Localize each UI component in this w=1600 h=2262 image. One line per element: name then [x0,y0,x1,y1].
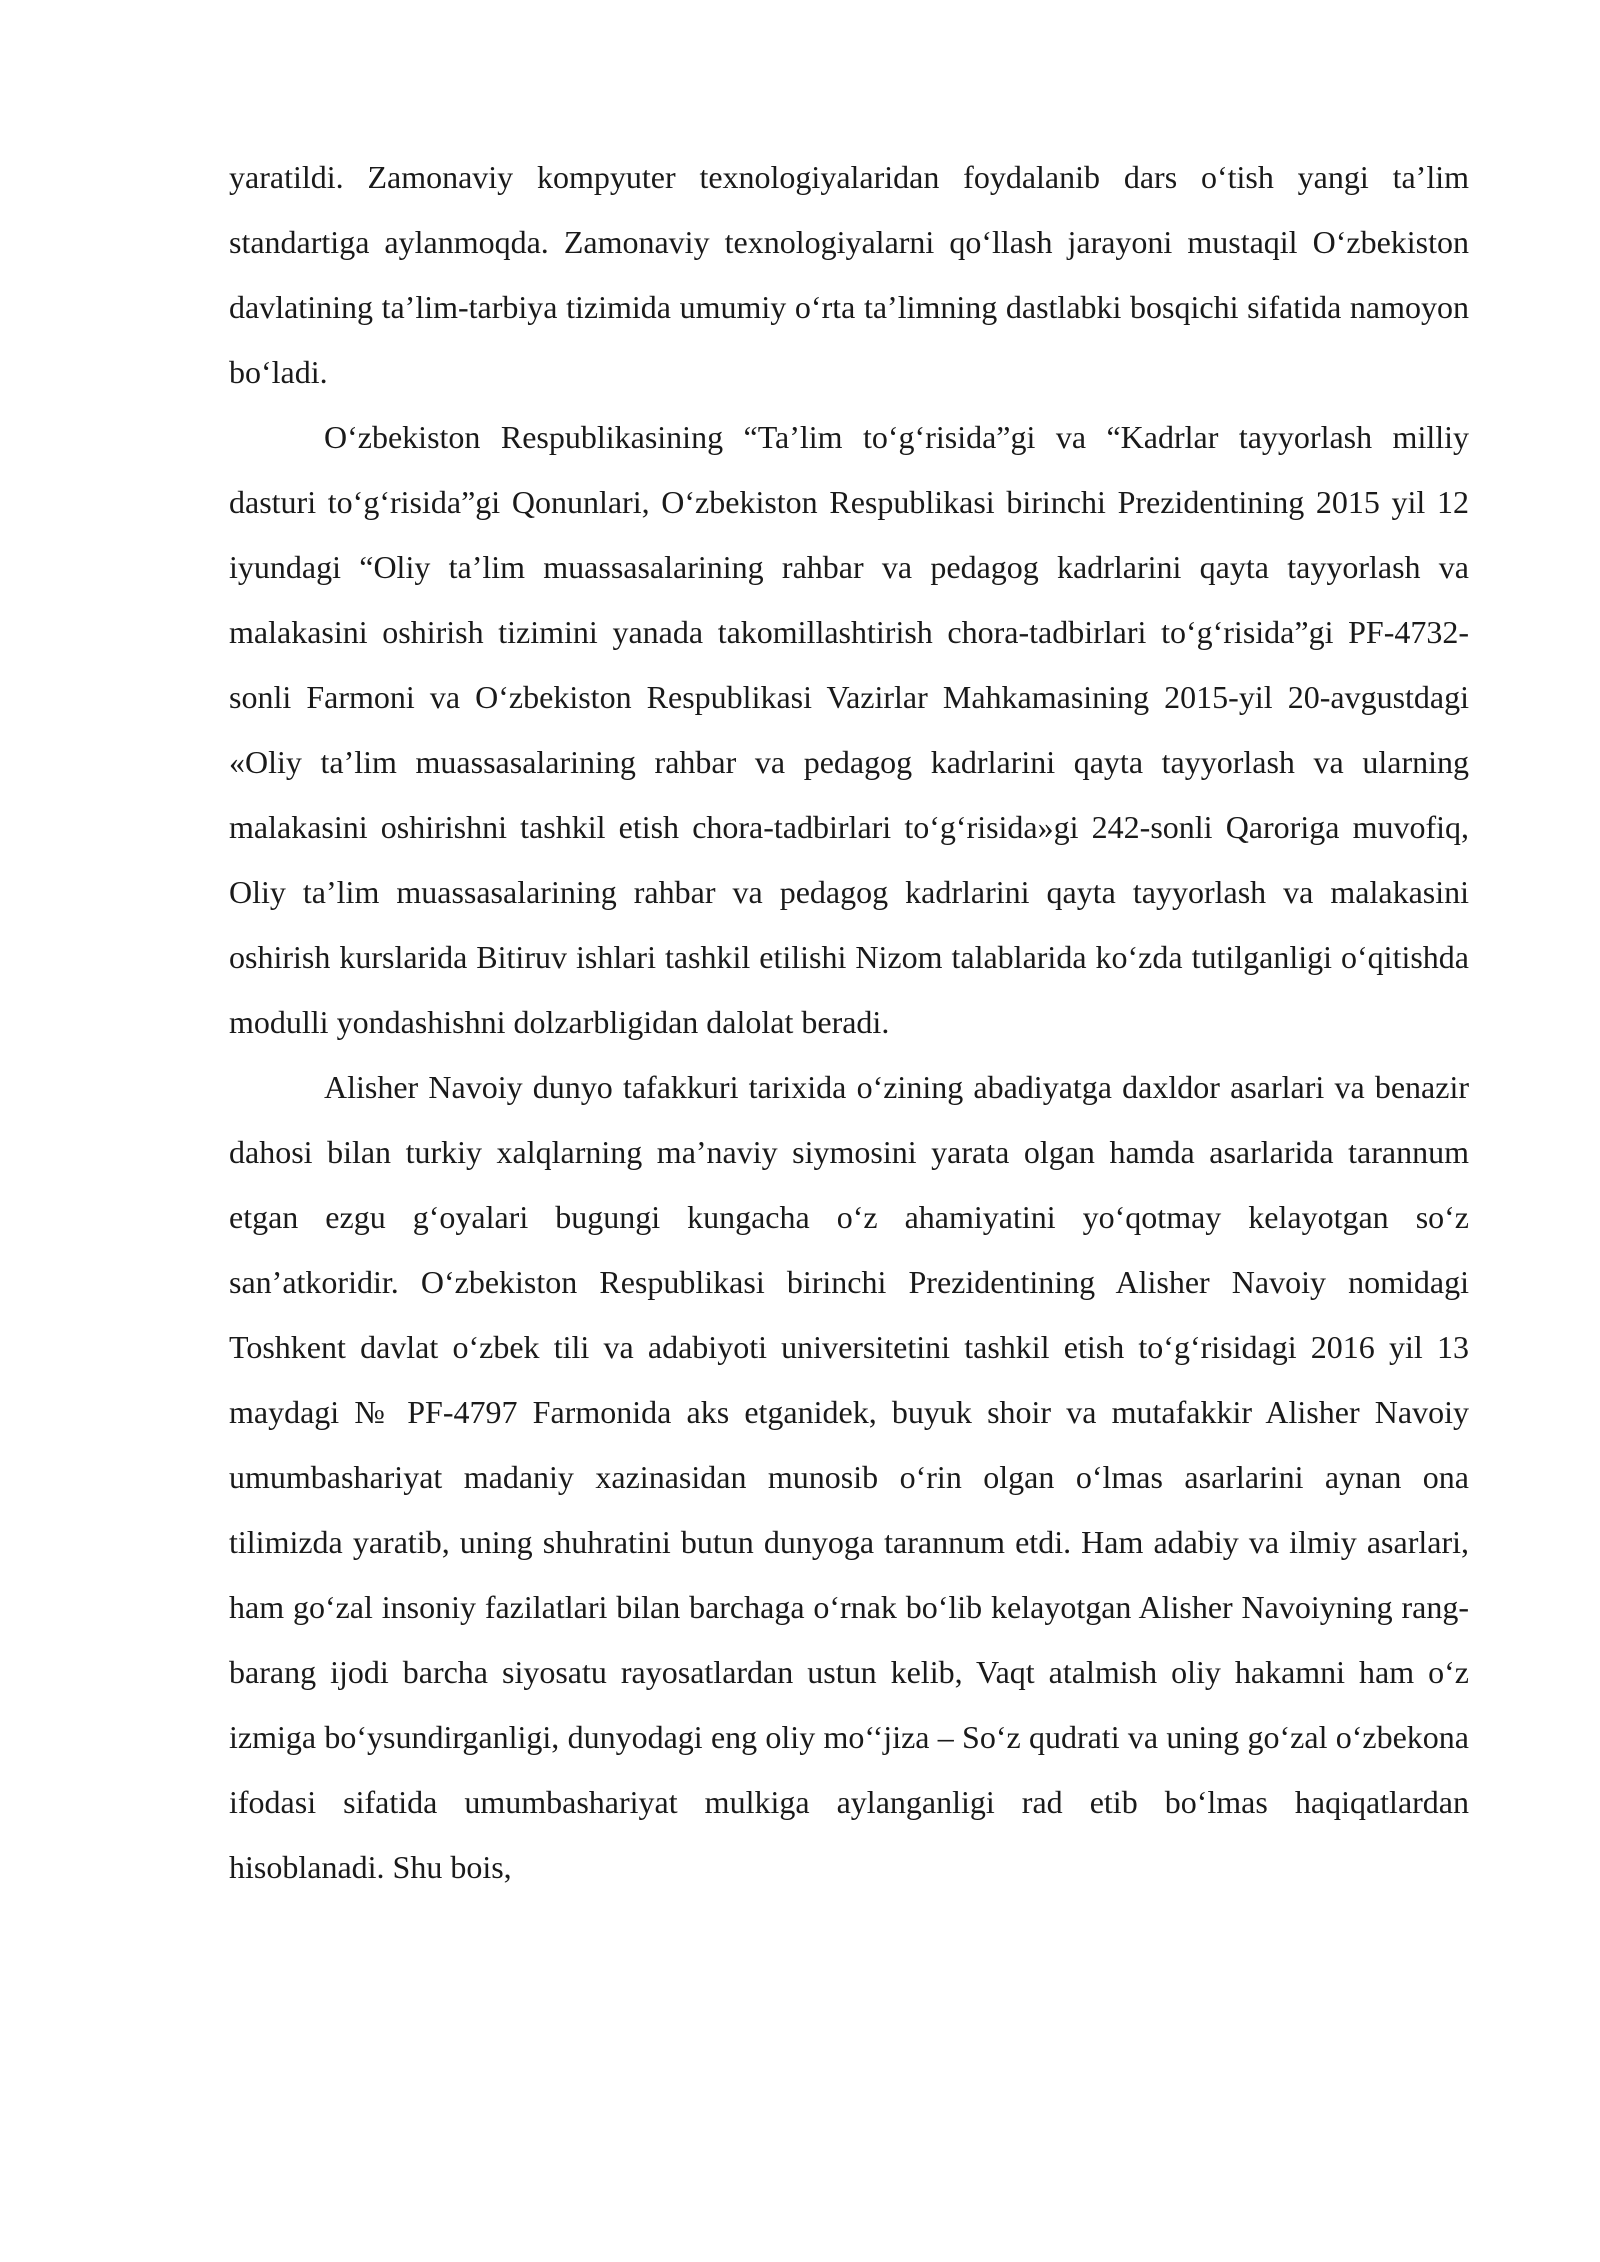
paragraph-3: Alisher Navoiy dunyo tafakkuri tarixida o‘zining abadiyatga daxldor asarlari va benazir dahosi bilan turkiy xalqlarning ma’naviy siymosini yarata olgan hamda asarlarida tarannum etgan ezgu g‘oyalari bugungi kungacha o‘z ahamiyatini yo‘qotmay kelayotgan so‘z san’atkoridir. O‘zbekiston Respublikasi birinchi Prezidentining Alisher Navoiy nomidagi Toshkent davlat o‘zbek tili va adabiyoti universitetini tashkil etish to‘g‘risidagi 2016 yil 13 maydagi № PF-4797 Farmonida aks etganidek, buyuk shoir va mutafakkir Alisher Navoiy umumbashariyat madaniy xazinasidan munosib o‘rin olgan o‘lmas asarlarini aynan ona tilimizda yaratib, uning shuhratini butun dunyoga tarannum etdi. Ham adabiy va ilmiy asarlari, ham go‘zal insoniy fazilatlari bilan barchaga o‘rnak bo‘lib kelayotgan Alisher Navoiyning rang-barang ijodi barcha siyosatu rayosatlardan ustun kelib, Vaqt atalmish oliy hakamni ham o‘z izmiga bo‘ysundirganligi, dunyodagi eng oliy mo‘‘jiza – So‘z qudrati va uning go‘zal o‘zbekona ifodasi sifatida umumbashariyat mulkiga aylanganligi rad etib bo‘lmas haqiqatlardan hisoblanadi. Shu bois, [229,1069,1469,1885]
paragraph-1: yaratildi. Zamonaviy kompyuter texnologiyalaridan foydalanib dars o‘tish yangi ta’lim standartiga aylanmoqda. Zamonaviy texnologiyalarni qo‘llash jarayoni mustaqil O‘zbekiston davlatining ta’lim-tarbiya tizimida umumiy o‘rta ta’limning dastlabki bosqichi sifatida namoyon bo‘ladi. [229,159,1469,390]
paragraph-2: O‘zbekiston Respublikasining “Ta’lim to‘g‘risida”gi va “Kadrlar tayyorlash milliy dasturi to‘g‘risida”gi Qonunlari, O‘zbekiston Respublikasi birinchi Prezidentining 2015 yil 12 iyundagi “Oliy ta’lim muassasalarining rahbar va pedagog kadrlarini qayta tayyorlash va malakasini oshirish tizimini yanada takomillashtirish chora-tadbirlari to‘g‘risida”gi PF-4732-sonli Farmoni va O‘zbekiston Respublikasi Vazirlar Mahkamasining 2015-yil 20-avgustdagi «Oliy ta’lim muassasalarining rahbar va pedagog kadrlarini qayta tayyorlash va ularning malakasini oshirishni tashkil etish chora-tadbirlari to‘g‘risida»gi 242-sonli Qaroriga muvofiq, Oliy ta’lim muassasalarining rahbar va pedagog kadrlarini qayta tayyorlash va malakasini oshirish kurslarida Bitiruv ishlari tashkil etilishi Nizom talablarida ko‘zda tutilganligi o‘qitishda modulli yondashishni dolzarbligidan dalolat beradi. [229,419,1469,1040]
document-page [229,145,1469,1900]
